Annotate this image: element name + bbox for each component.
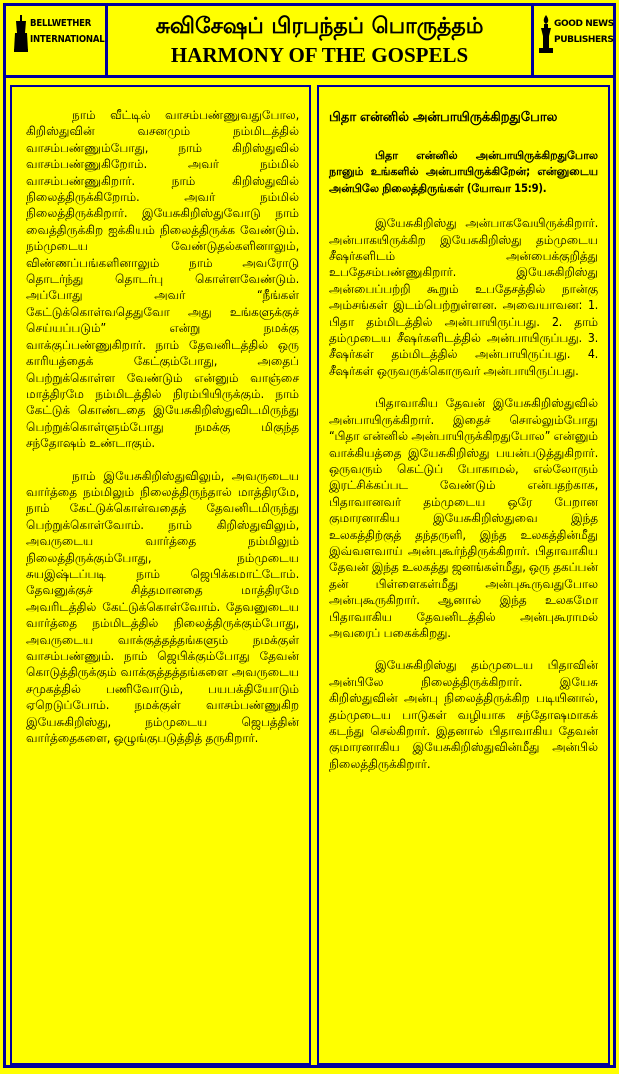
section-heading: பிதா என்னில் அன்பாயிருக்கிறதுபோல [329,110,558,125]
right-column-text [329,109,598,788]
lamp-icon [538,15,554,55]
paragraph: நாம் வீட்டில் வாசம்பண்ணுவதுபோல, கிறிஸ்துவின் வசனமும் நம்மிடத்தில் வாசம்பண்ணும்போது, நாம் கிறிஸ்துவில் வாசம்பண்ணுகிறோம். அவர் நம்மில் வாசம்பண்ணுகிறார். நாம் கிறிஸ்துவில் நிலைத்திருக்கிறோம். அவர் நம்மில் நிலைத்திருக்கிறார். இயேசுகிறிஸ்துவோடு நாம் வைத்திருக்கிற ஐக்கியம் நிலைத்திருக்க வேண்டும். நம்முடைய வேண்டுதல்களினாலும், விண்ணப்பங்களினாலும் நாம் அவரோடு தொடர்ந்து தொடர்பு கொள்ளவேண்டும். அப்போது அவர் “நீங்கள் கேட்டுக்கொள்வதெதுவோ அது உங்களுக்குச் செய்யப்படும்” என்று நமக்கு வாக்குப்பண்ணுகிறார். நாம் தேவனிடத்தில் ஒரு காரியத்தைக் கேட்கும்போது, அதைப் பெற்றுக்கொள்ள வேண்டும் என்னும் வாஞ்சை மாத்திரமே நம்மிடத்தில் நிரம்பியிருக்கும். நாம் கேட்டுக் கொண்டதை இயேசுகிறிஸ்துவிடமிருந்து பெற்றுக்கொள்ளும்போது நமக்கு மிகுந்த சந்தோஷம் உண்டாகும். [26,108,299,451]
scripture-verse: பிதா என்னில் அன்பாயிருக்கிறதுபோல நானும் உங்களில் அன்பாயிருக்கிறேன்; என்னுடைய அன்பிலே நிலைத்திருங்கள் (யோவா 15:9). [329,149,598,195]
bell-icon [14,15,28,53]
paragraph: பிதாவாகிய தேவன் இயேசுகிறிஸ்துவில் அன்பாயிருக்கிறார். இதைச் சொல்லும்போது “பிதா என்னில் அன்பாயிருக்கிறதுபோல” என்னும் வாக்கியத்தை இயேசுகிறிஸ்து பயன்படுத்துகிறார். ஒருவரும் கெட்டுப் போகாமல், எல்லோரும் இரட்சிக்கப்பட வேண்டும் என்பதற்காக, பிதாவானவர் தம்முடைய ஒரே பேறான குமாரனாகிய இயேசுகிறிஸ்துவை இந்த உலகத்திற்குத் தந்தருளி, இந்த உலகத்தின்மீது இவ்வளவாய் அன்புகூர்ந்திருக்கிறார். பிதாவாகிய தேவன் இந்த உலகத்து ஜனங்கள்மீது, ஒரு தகப்பன் தன் பிள்ளைகள்மீது அன்புகூருவதுபோல அன்புகூருகிறார். ஆனால் இந்த உலகமோ பிதாவாகிய தேவனிடத்தில் அன்புகூராமல் அவரைப் பகைக்கிறது. [329,396,598,640]
good-news-logo [531,6,613,75]
title-english: HARMONY OF THE GOSPELS [170,43,469,67]
paragraph: நாம் இயேசுகிறிஸ்துவிலும், அவருடைய வார்த்தை நம்மிலும் நிலைத்திருந்தால் மாத்திரமே, நாம் கேட்டுக்கொள்வதைத் தேவனிடமிருந்து பெற்றுக்கொள்வோம். நாம் கிறிஸ்துவிலும், அவருடைய வார்த்தை நம்மிலும் நிலைத்திருக்கும்போது, நம்முடைய சுயஇஷ்டப்படி நாம் ஜெபிக்கமாட்டோம். தேவனுக்குச் சித்தமானதை மாத்திரமே அவரிடத்தில் கேட்டுக்கொள்வோம். தேவனுடைய வார்த்தை நம்மிடத்தில் நிலைத்திருக்கும்போது, அவருடைய வாக்குத்தத்தங்களும் நமக்குள் வாசம்பண்ணும். நாம் ஜெபிக்கும்போது தேவன் கொடுத்திருக்கும் வாக்குத்தத்தங்களை அவருடைய சமுகத்தில் பணிவோடும், பயபக்தியோடும் ஏறெடுப்போம். நமக்குள் வாசம்பண்ணுகிற இயேசுகிறிஸ்து, நம்முடைய ஜெபத்தின் வார்த்தைகளை, ஒழுங்குபடுத்தித் தருகிறார். [26,468,299,746]
bellwether-logo [6,6,108,75]
paragraph: இயேசுகிறிஸ்து அன்பாகவேயிருக்கிறார். அன்பாகயிருக்கிற இயேசுகிறிஸ்து தம்முடைய சீஷர்களிடம் அன்பைக்குறித்து உபதேசம்பண்ணுகிறார். இயேசுகிறிஸ்து அன்பைப்பற்றி கூறும் உபதேசத்தில் நான்கு அம்சங்கள் இடம்பெற்றுள்ளன. அவையாவன: 1. பிதா தம்மிடத்தில் அன்பாயிருப்பது. 2. தாம் தம்முடைய சீஷர்களிடத்தில் அன்பாயிருப்பது. 3. சீஷர்கள் தம்மிடத்தில் அன்பாயிருப்பது. 4. சீஷர்கள் ஒருவருக்கொருவர் அன்பாயிருப்பது. [329,216,598,378]
right-column [317,85,610,1065]
title-block [108,6,531,75]
bellwether-logo-text: BELLWETHER INTERNATIONAL [30,18,105,45]
page [3,3,616,1068]
left-column [10,85,311,1065]
left-column-text [26,107,299,762]
good-news-logo-text: GOOD NEWS PUBLISHERS [554,19,614,45]
header [6,6,613,78]
title-tamil: சுவிசேஷப் பிரபந்தப் பொருத்தம் [155,14,484,39]
paragraph: இயேசுகிறிஸ்து தம்முடைய பிதாவின் அன்பிலே நிலைத்திருக்கிறார். இயேசு கிறிஸ்துவின் அன்பு நிலைத்திருக்கிற படியினால், தம்முடைய பாடுகள் வழியாக சந்தோஷமாகக் கடந்து செல்கிறார். இதனால் பிதாவாகிய தேவன் குமாரனாகிய இயேசுகிறிஸ்துவின்மீது அன்பில் நிலைத்திருக்கிறார். [329,658,598,771]
